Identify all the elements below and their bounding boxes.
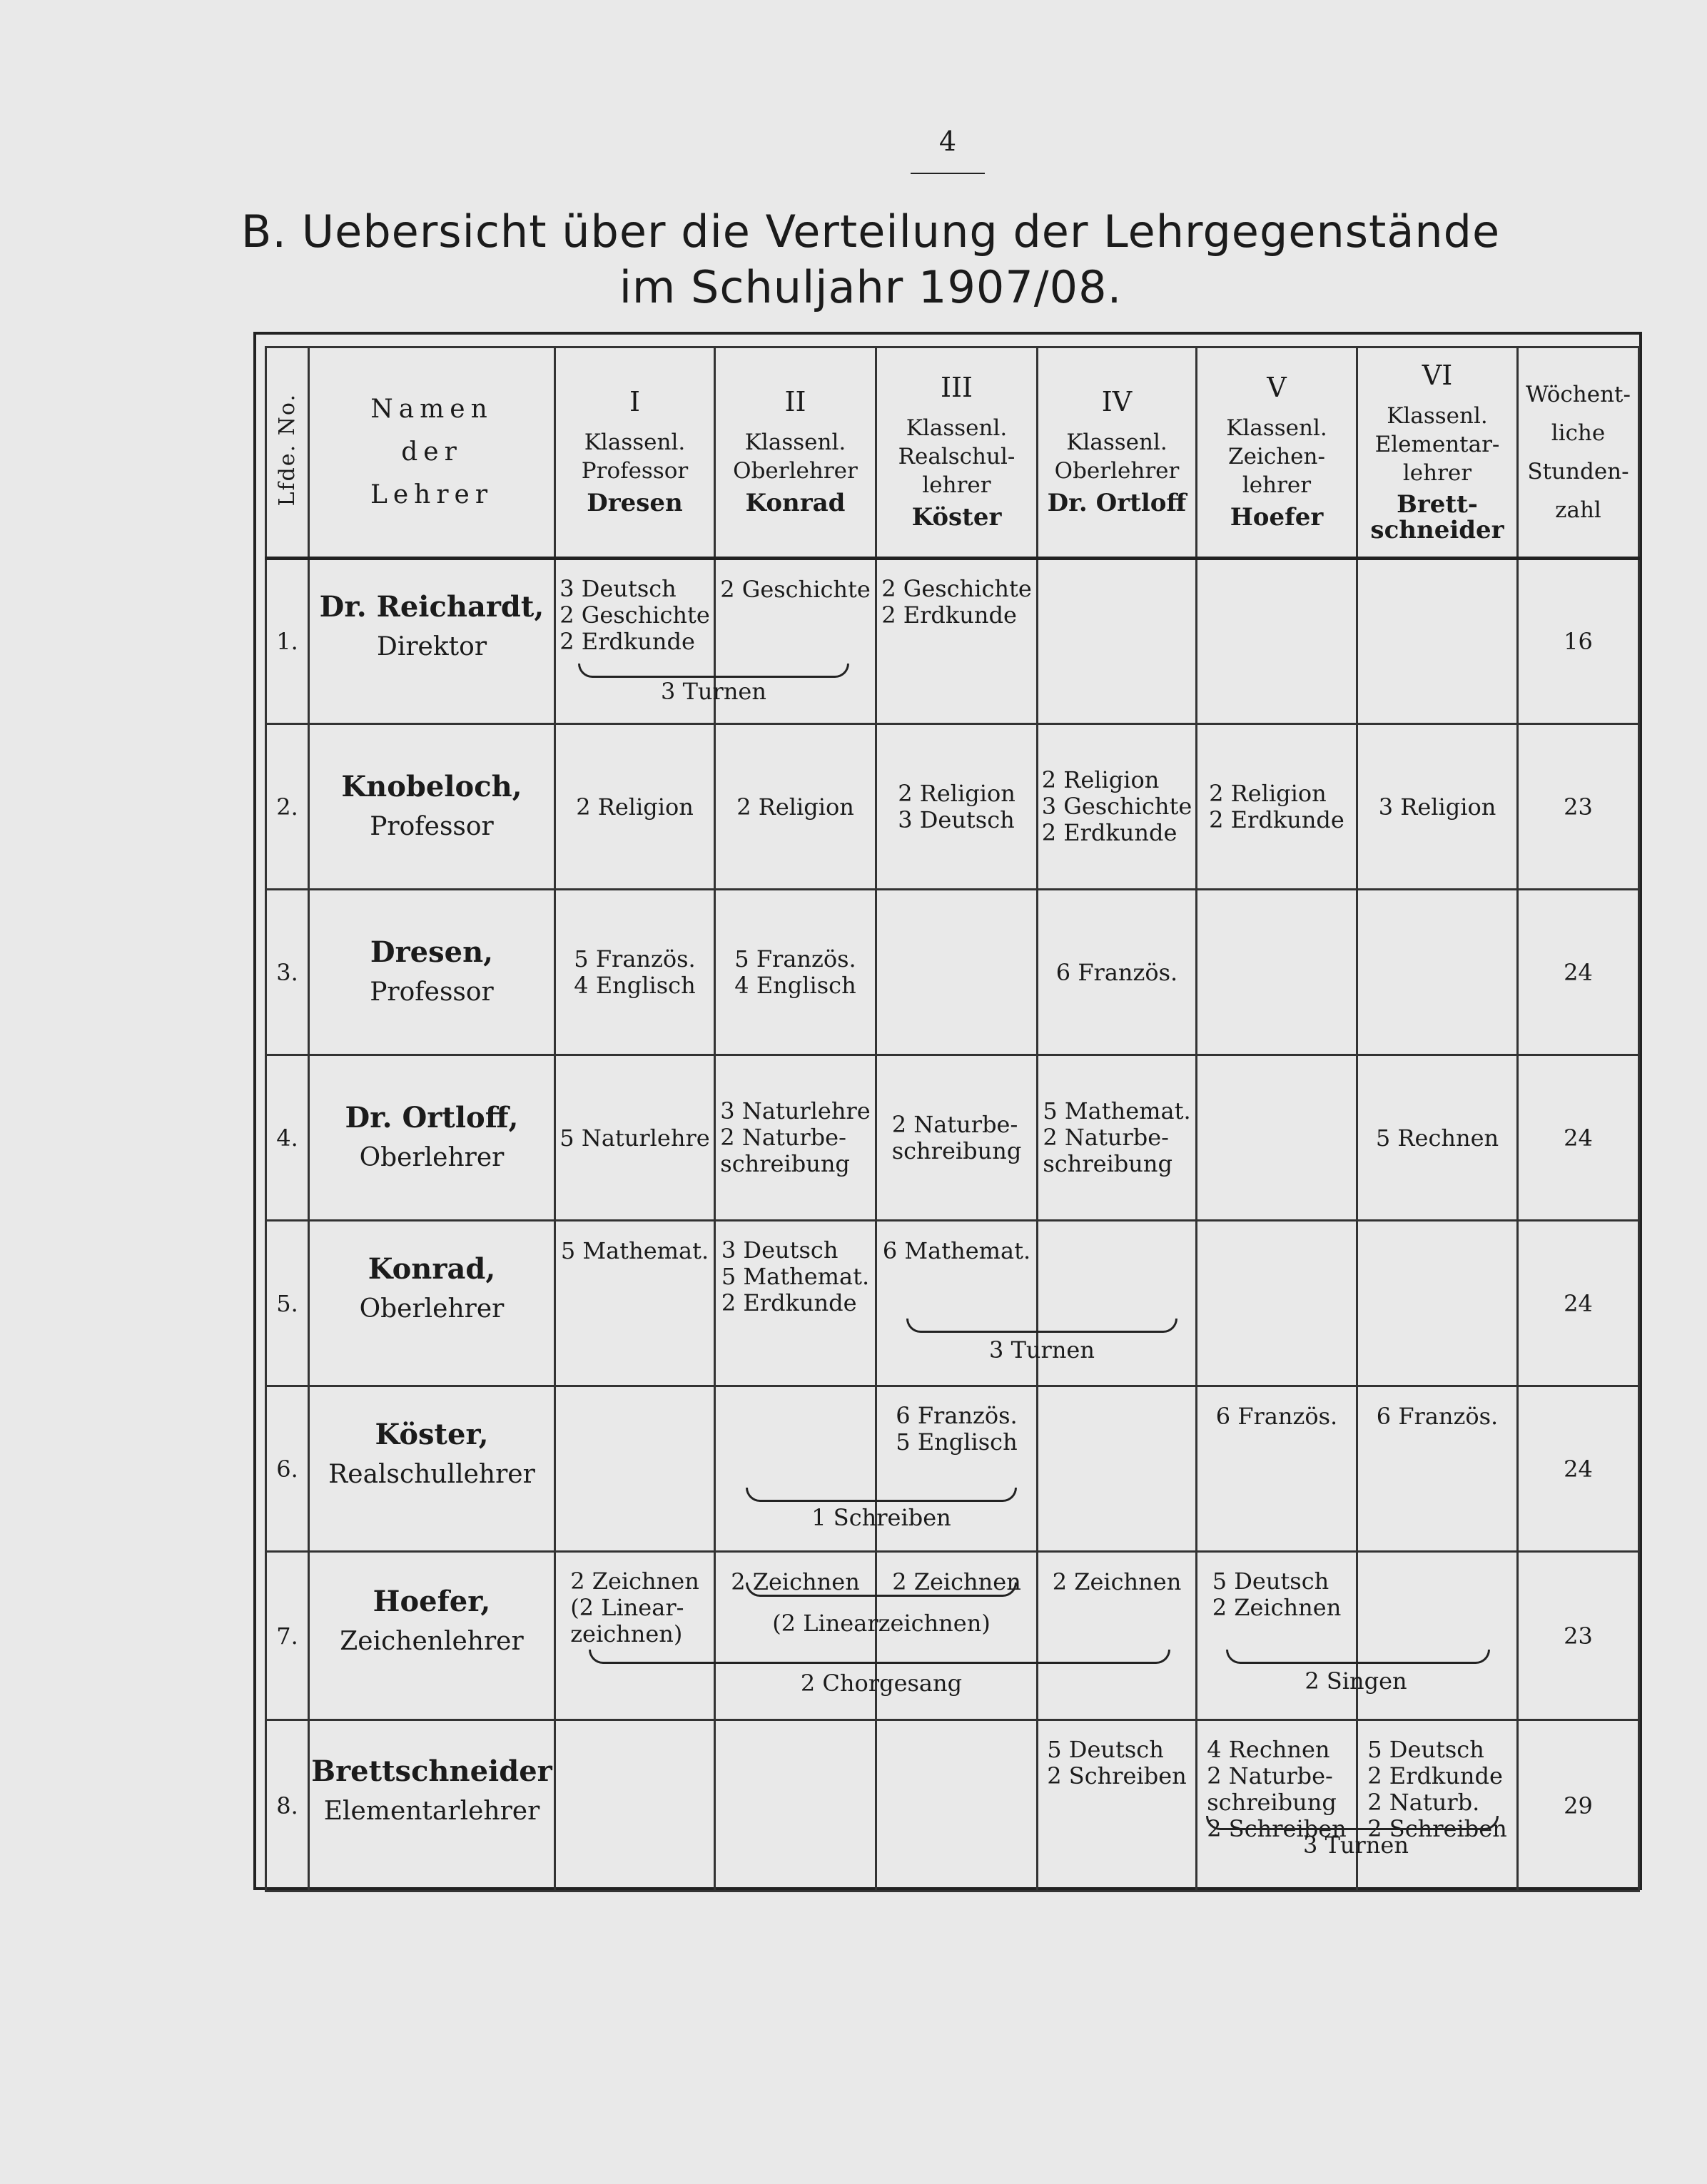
table-row xyxy=(266,559,1639,724)
teacher-name: Dr. Ortloff, xyxy=(345,1100,519,1134)
teacher-cell xyxy=(309,1386,555,1552)
brace-schreiben-6 xyxy=(746,1488,1017,1502)
row-number: 1. xyxy=(266,559,309,724)
class-sub: Klassenl. xyxy=(584,430,686,455)
header-class-iii xyxy=(876,347,1038,559)
header-class-ii xyxy=(715,347,876,559)
class-teacher-name: Dresen xyxy=(587,489,683,517)
page-number: 4 xyxy=(938,126,957,157)
class-sub: Professor xyxy=(581,458,689,484)
lesson-text: 2 Zeichnen xyxy=(1052,1568,1182,1595)
lesson-text: 2 Naturbe- schreibung xyxy=(891,1110,1022,1164)
teacher-role: Direktor xyxy=(376,632,487,661)
lesson-cell-iv xyxy=(1038,1386,1197,1552)
class-sub: Zeichen- xyxy=(1228,444,1325,469)
class-roman: I xyxy=(629,386,640,417)
weekly-hours: 29 xyxy=(1518,1720,1639,1891)
teacher-name: Brettschneider xyxy=(311,1754,552,1788)
lesson-cell-v xyxy=(1197,1055,1357,1221)
lesson-cell-i xyxy=(555,890,715,1055)
lesson-text: 2 Religion xyxy=(736,793,854,821)
teacher-name: Knobeloch, xyxy=(341,769,522,803)
lesson-cell-iv xyxy=(1038,559,1197,724)
lesson-text: 5 Deutsch 2 Zeichnen xyxy=(1212,1568,1342,1621)
lesson-cell-vi xyxy=(1357,724,1518,890)
class-sub: Klassenl. xyxy=(1066,430,1167,455)
teacher-cell xyxy=(309,1221,555,1386)
title-line-2: im Schuljahr 1907/08. xyxy=(619,261,1123,313)
lesson-text: 3 Religion xyxy=(1378,793,1496,821)
lesson-cell-ii xyxy=(715,724,876,890)
lesson-text: 2 Zeichnen xyxy=(731,1568,860,1595)
lesson-cell-v xyxy=(1197,559,1357,724)
lesson-cell-ii xyxy=(715,1720,876,1891)
lesson-text: 5 Mathemat. 2 Naturbe- schreibung xyxy=(1043,1097,1191,1177)
lesson-cell-v xyxy=(1197,724,1357,890)
teacher-role: Oberlehrer xyxy=(359,1142,505,1172)
lesson-text: 2 Zeichnen xyxy=(892,1568,1021,1595)
header-class-i xyxy=(555,347,715,559)
lesson-text: 3 Deutsch 5 Mathemat. 2 Erdkunde xyxy=(721,1236,870,1316)
class-sub: Oberlehrer xyxy=(1054,458,1180,484)
table-row xyxy=(266,724,1639,890)
lesson-cell-vi xyxy=(1357,890,1518,1055)
lesson-cell-v xyxy=(1197,890,1357,1055)
teacher-cell xyxy=(309,724,555,890)
class-teacher-name: Hoefer xyxy=(1230,503,1324,532)
weekly-hours: 23 xyxy=(1518,724,1639,890)
lesson-text: 5 Deutsch 2 Schreiben xyxy=(1047,1736,1187,1789)
title-line-1: B. Uebersicht über die Verteilung der Lehrgegenstände xyxy=(240,205,1501,258)
teacher-role: Oberlehrer xyxy=(359,1294,505,1324)
teacher-cell xyxy=(309,1720,555,1891)
header-hours-cell xyxy=(1518,347,1639,559)
table-row xyxy=(266,1720,1639,1891)
lesson-text: 2 Geschichte 2 Erdkunde xyxy=(881,575,1032,629)
joint-turnen-8: 3 Turnen xyxy=(1303,1832,1409,1859)
lesson-cell-iv xyxy=(1038,724,1197,890)
lesson-text: 5 Rechnen xyxy=(1375,1124,1499,1152)
lesson-cell-ii xyxy=(715,890,876,1055)
brace-turnen-5 xyxy=(906,1319,1177,1333)
teacher-role: Professor xyxy=(370,811,494,841)
lesson-text: 5 Naturlehre xyxy=(559,1124,710,1152)
lesson-text: 6 Französ. xyxy=(1376,1403,1499,1430)
lesson-cell-iii xyxy=(876,559,1038,724)
lesson-text: 6 Mathemat. xyxy=(882,1237,1031,1264)
lesson-cell-v xyxy=(1197,1552,1357,1720)
lesson-cell-vi xyxy=(1357,1552,1518,1720)
header-names-cell xyxy=(309,347,555,559)
lesson-cell-vi xyxy=(1357,559,1518,724)
header-hours: Wöchent- liche Stunden- zahl xyxy=(1526,382,1631,523)
class-sub: Realschul- xyxy=(898,444,1015,469)
lesson-cell-i xyxy=(555,1552,715,1720)
lesson-text: 3 Deutsch 2 Geschichte 2 Erdkunde xyxy=(559,575,710,655)
lesson-cell-vi xyxy=(1357,1221,1518,1386)
class-teacher-name: Konrad xyxy=(745,489,846,517)
lesson-text: 6 Französ. xyxy=(1215,1403,1338,1430)
joint-singen-7: 2 Singen xyxy=(1305,1667,1407,1695)
header-class-v xyxy=(1197,347,1357,559)
brace-singen-7 xyxy=(1226,1650,1490,1664)
teacher-cell xyxy=(309,1055,555,1221)
row-number: 6. xyxy=(266,1386,309,1552)
header-class-iv xyxy=(1038,347,1197,559)
lesson-cell-i xyxy=(555,1386,715,1552)
class-sub: Elementar- xyxy=(1374,432,1500,457)
lesson-text: 2 Geschichte xyxy=(720,576,871,603)
page-number-rule xyxy=(911,173,985,174)
lesson-cell-ii xyxy=(715,1221,876,1386)
weekly-hours: 24 xyxy=(1518,890,1639,1055)
lesson-cell-i xyxy=(555,724,715,890)
weekly-hours: 24 xyxy=(1518,1386,1639,1552)
header-row xyxy=(266,347,1639,559)
lesson-cell-ii xyxy=(715,1055,876,1221)
lesson-text: 5 Französ. 4 Englisch xyxy=(574,945,696,999)
class-roman: VI xyxy=(1422,360,1453,391)
teacher-cell xyxy=(309,1552,555,1720)
lesson-cell-v xyxy=(1197,1221,1357,1386)
lesson-cell-iii xyxy=(876,1720,1038,1891)
header-no-cell xyxy=(266,347,309,559)
lesson-text: 6 Französ. xyxy=(1055,958,1178,986)
lesson-cell-v xyxy=(1197,1720,1357,1891)
joint-turnen-1: 3 Turnen xyxy=(661,678,766,705)
weekly-hours: 24 xyxy=(1518,1055,1639,1221)
class-roman: IV xyxy=(1101,386,1133,417)
teacher-role: Elementarlehrer xyxy=(323,1796,540,1826)
lesson-text: 5 Französ. 4 Englisch xyxy=(734,945,856,999)
lesson-cell-iii xyxy=(876,724,1038,890)
class-sub: Klassenl. xyxy=(1387,403,1488,429)
class-sub: Oberlehrer xyxy=(733,458,858,484)
brace-chorgesang-7 xyxy=(589,1650,1170,1664)
joint-linear-7: (2 Linearzeichnen) xyxy=(772,1610,991,1637)
lesson-text: 3 Naturlehre 2 Naturbe- schreibung xyxy=(720,1097,871,1177)
class-sub: lehrer xyxy=(922,472,991,498)
teacher-name: Köster, xyxy=(375,1417,489,1451)
teacher-cell xyxy=(309,890,555,1055)
brace-linear-7 xyxy=(746,1583,1017,1597)
header-names: Namen der Lehrer xyxy=(370,395,494,509)
row-number: 8. xyxy=(266,1720,309,1891)
lesson-cell-iv xyxy=(1038,1552,1197,1720)
brace-turnen-1 xyxy=(578,664,849,678)
lesson-cell-vi xyxy=(1357,1386,1518,1552)
weekly-hours: 16 xyxy=(1518,559,1639,724)
weekly-hours: 23 xyxy=(1518,1552,1639,1720)
class-sub: lehrer xyxy=(1402,460,1472,486)
teacher-name: Hoefer, xyxy=(373,1584,491,1618)
lesson-cell-iv xyxy=(1038,1720,1197,1891)
page-title xyxy=(214,204,1527,315)
class-sub: Klassenl. xyxy=(906,415,1008,441)
class-sub: Klassenl. xyxy=(1226,415,1327,441)
lesson-cell-iv xyxy=(1038,1055,1197,1221)
joint-chorgesang-7: 2 Chorgesang xyxy=(800,1670,963,1697)
lesson-cell-iii xyxy=(876,890,1038,1055)
class-roman: V xyxy=(1267,372,1287,403)
row-number: 3. xyxy=(266,890,309,1055)
lesson-text: 2 Religion 3 Geschichte 2 Erdkunde xyxy=(1041,766,1192,846)
header-no: Lfde. No. xyxy=(274,392,300,507)
class-teacher-name: Dr. Ortloff xyxy=(1047,489,1187,517)
teacher-role: Realschullehrer xyxy=(328,1459,535,1489)
lesson-text: 2 Zeichnen (2 Linear- zeichnen) xyxy=(570,1568,699,1647)
lesson-cell-i xyxy=(555,1055,715,1221)
table-row xyxy=(266,1055,1639,1221)
lesson-cell-i xyxy=(555,1221,715,1386)
class-teacher-name: Brett- schneider xyxy=(1370,490,1504,544)
joint-turnen-5: 3 Turnen xyxy=(989,1336,1095,1363)
lesson-text: 5 Deutsch 2 Erdkunde 2 Naturb. 2 Schreiben xyxy=(1367,1736,1507,1842)
class-roman: III xyxy=(940,372,973,403)
teacher-role: Zeichenlehrer xyxy=(340,1626,524,1656)
table-row xyxy=(266,890,1639,1055)
lesson-text: 2 Religion xyxy=(576,793,694,821)
class-roman: II xyxy=(784,386,806,417)
lesson-cell-v xyxy=(1197,1386,1357,1552)
lesson-cell-iii xyxy=(876,1055,1038,1221)
lesson-text: 2 Religion 2 Erdkunde xyxy=(1209,779,1344,833)
row-number: 2. xyxy=(266,724,309,890)
lesson-cell-vi xyxy=(1357,1720,1518,1891)
teacher-role: Professor xyxy=(370,977,494,1007)
teacher-name: Dr. Reichardt, xyxy=(319,590,544,624)
lesson-cell-vi xyxy=(1357,1055,1518,1221)
header-class-vi xyxy=(1357,347,1518,559)
row-number: 7. xyxy=(266,1552,309,1720)
class-sub: lehrer xyxy=(1242,472,1312,498)
row-number: 5. xyxy=(266,1221,309,1386)
teacher-name: Konrad, xyxy=(368,1251,496,1286)
class-teacher-name: Köster xyxy=(911,503,1002,532)
class-sub: Klassenl. xyxy=(744,430,846,455)
lesson-text: 4 Rechnen 2 Naturbe- schreibung 2 Schreiben xyxy=(1207,1736,1347,1842)
teacher-cell xyxy=(309,559,555,724)
joint-schreiben-6: 1 Schreiben xyxy=(811,1504,951,1531)
teacher-name: Dresen, xyxy=(370,935,494,969)
lesson-text: 2 Religion 3 Deutsch xyxy=(898,779,1015,833)
lesson-cell-i xyxy=(555,1720,715,1891)
brace-turnen-8 xyxy=(1206,1816,1499,1830)
weekly-hours: 24 xyxy=(1518,1221,1639,1386)
lesson-text: 6 Französ. 5 Englisch xyxy=(896,1402,1018,1456)
row-number: 4. xyxy=(266,1055,309,1221)
lesson-text: 5 Mathemat. xyxy=(560,1237,709,1264)
lesson-cell-iv xyxy=(1038,890,1197,1055)
